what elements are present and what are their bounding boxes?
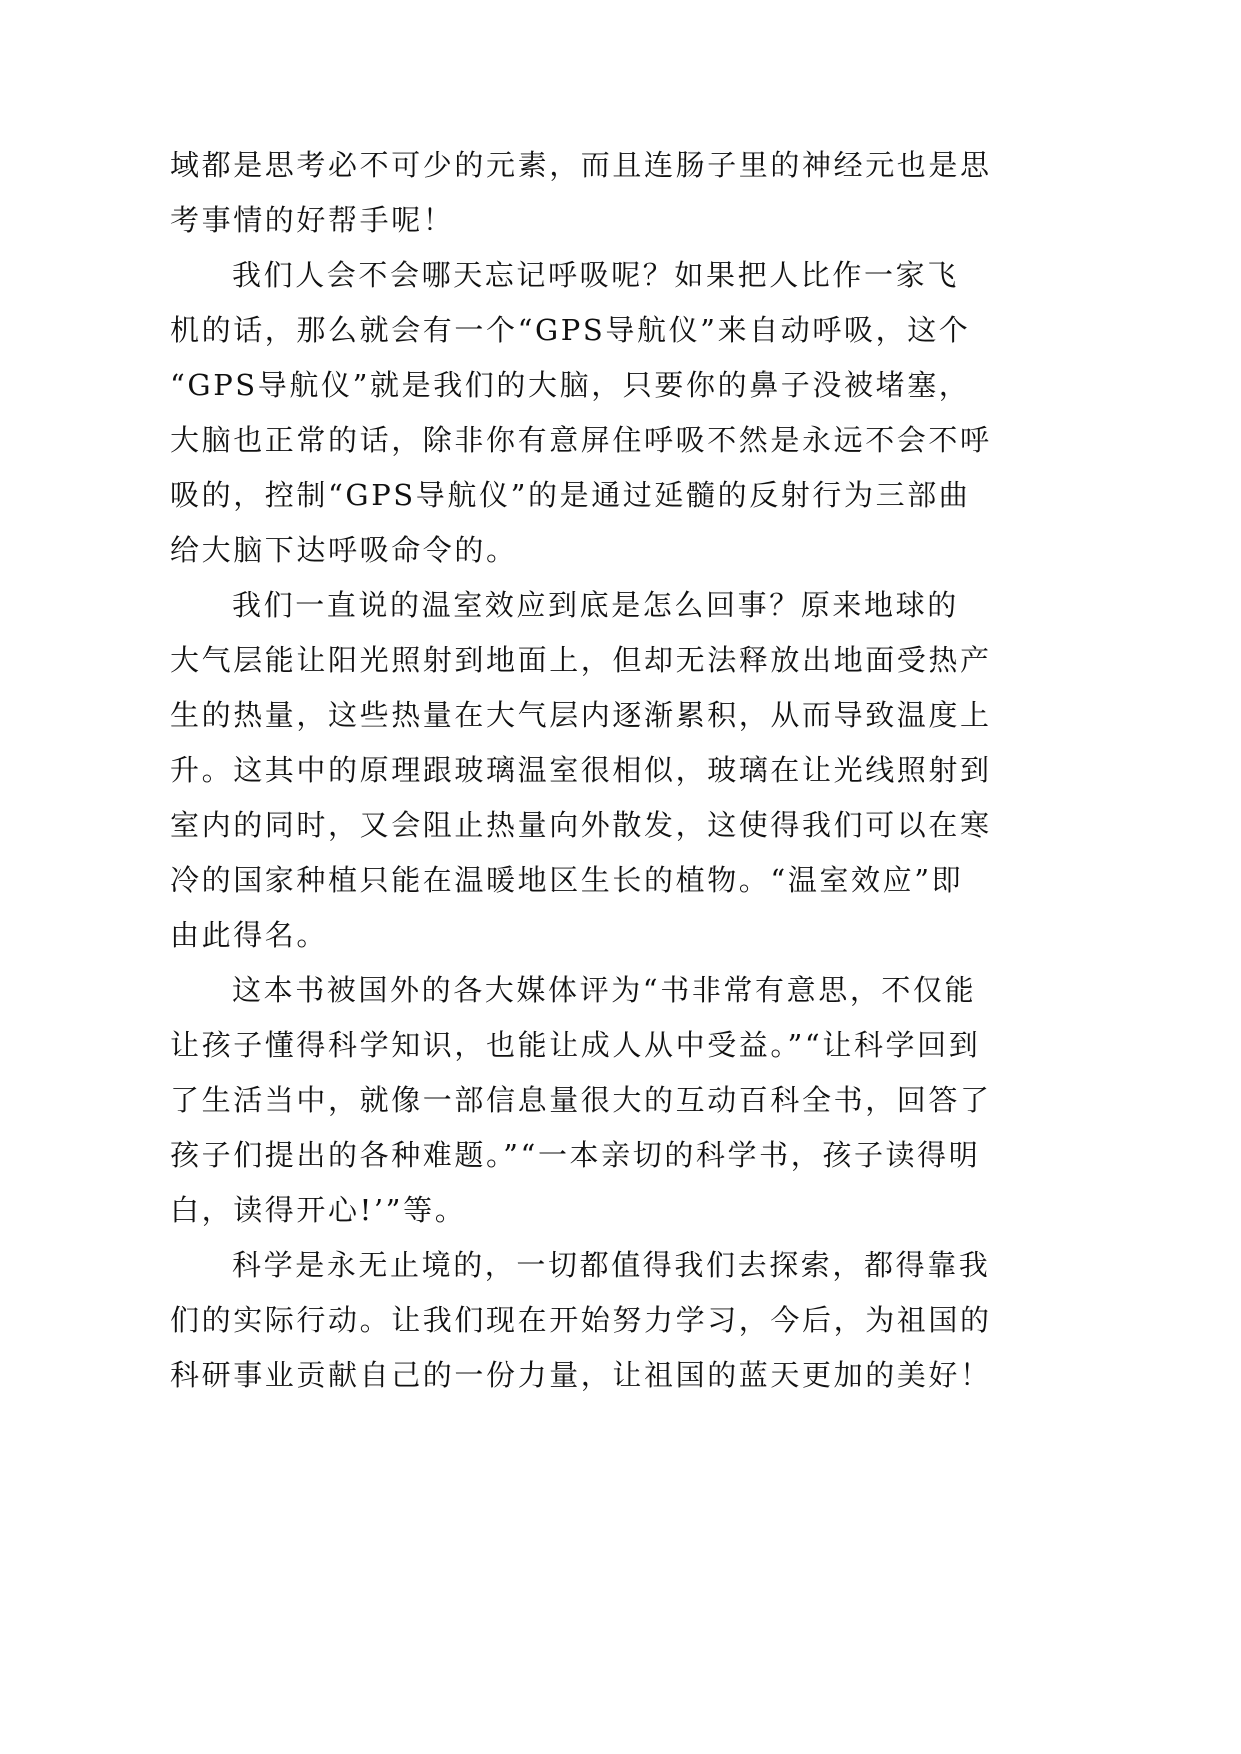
text-line: 机的话，那么就会有一个“GPS导航仪”来自动呼吸，这个: [170, 313, 971, 347]
text-line: 让孩子懂得科学知识，也能让成人从中受益。”“让科学回到: [170, 1028, 981, 1062]
text-line: 吸的，控制“GPS导航仪”的是通过延髓的反射行为三部曲: [170, 478, 971, 512]
paragraph-first-line: 科学是永无止境的，一切都值得我们去探索，都得靠我: [232, 1248, 991, 1282]
text-line: 生的热量，这些热量在大气层内逐渐累积，从而导致温度上: [170, 698, 992, 732]
document-body: [170, 138, 992, 1403]
text-line: 升。这其中的原理跟玻璃温室很相似，玻璃在让光线照射到: [170, 753, 992, 787]
paragraph-first-line: 我们一直说的温室效应到底是怎么回事？原来地球的: [232, 588, 959, 622]
text-line: 由此得名。: [170, 918, 329, 952]
text-line: 域都是思考必不可少的元素，而且连肠子里的神经元也是思: [170, 148, 992, 182]
text-line: 了生活当中，就像一部信息量很大的互动百科全书，回答了: [170, 1083, 992, 1117]
text-line: 冷的国家种植只能在温暖地区生长的植物。“温室效应”即: [170, 863, 964, 897]
text-line: 们的实际行动。让我们现在开始努力学习，今后，为祖国的: [170, 1303, 992, 1337]
paragraph-first-line: 这本书被国外的各大媒体评为“书非常有意思，不仅能: [232, 973, 977, 1007]
text-line: 科研事业贡献自己的一份力量，让祖国的蓝天更加的美好！: [170, 1358, 992, 1392]
text-line: 考事情的好帮手呢！: [170, 203, 455, 237]
text-line: 给大脑下达呼吸命令的。: [170, 533, 518, 567]
text-line: 孩子们提出的各种难题。”“一本亲切的科学书，孩子读得明: [170, 1138, 981, 1172]
text-line: 大脑也正常的话，除非你有意屏住呼吸不然是永远不会不呼: [170, 423, 992, 457]
text-line: “GPS导航仪”就是我们的大脑，只要你的鼻子没被堵塞，: [170, 368, 971, 402]
paragraph-first-line: 我们人会不会哪天忘记呼吸呢？如果把人比作一家飞: [232, 258, 959, 292]
text-line: 室内的同时，又会阻止热量向外散发，这使得我们可以在寒: [170, 808, 992, 842]
text-line: 白，读得开心!’”等。: [170, 1193, 467, 1227]
text-line: 大气层能让阳光照射到地面上，但却无法释放出地面受热产: [170, 643, 992, 677]
